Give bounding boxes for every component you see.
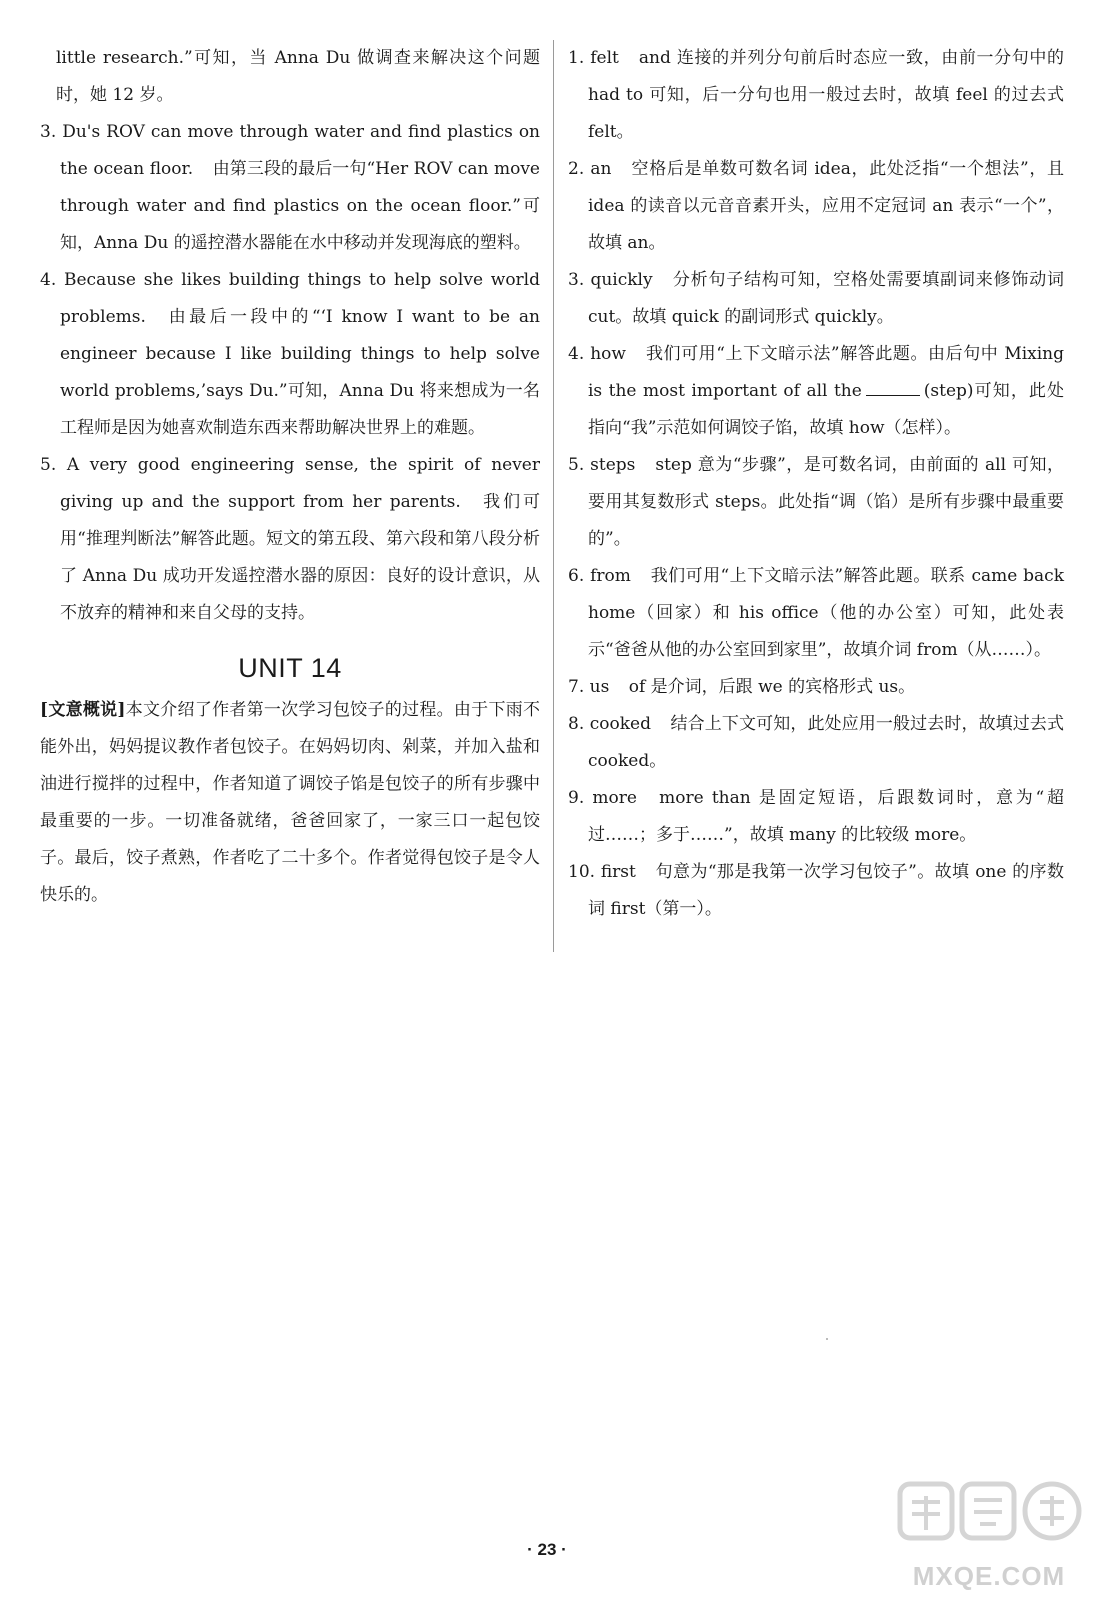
answer-item-1 [568, 40, 1064, 151]
item-number: 2. [568, 159, 585, 179]
item-answer: steps [590, 455, 636, 475]
answer-item-6 [568, 558, 1064, 669]
item-number: 3. [568, 270, 585, 290]
item-number: 1. [568, 48, 585, 68]
answer-item-9 [568, 780, 1064, 854]
answer-item-5 [568, 447, 1064, 558]
item-answer: cooked [589, 714, 652, 734]
item-number: 3. [40, 122, 57, 142]
item-explanation-before-blank: 我们可用“上下文暗示法”解答此题。由后句中 Mixing is the most important of all the [588, 344, 1065, 401]
item-explanation: and 连接的并列分句前后时态应一致，由前一分句中的 had to 可知，后一分句也用一般过去时，故填 feel 的过去式 felt。 [588, 48, 1064, 142]
answer-item-5 [40, 447, 540, 632]
answer-item-4 [40, 262, 540, 447]
item-number: 5. [568, 455, 585, 475]
item-answer: Du's ROV can move through water and find plastics on the ocean floor. [60, 122, 540, 179]
item-answer: felt [590, 48, 619, 68]
watermark-logo [894, 1478, 1084, 1594]
item-answer: Because she likes building things to help solve world problems. [60, 270, 541, 327]
item-answer: an [590, 159, 612, 179]
item-number: 6. [568, 566, 585, 586]
right-column [568, 40, 1064, 928]
item-answer: A very good engineering sense, the spirit of never giving up and the support from her parents. [60, 455, 540, 512]
item-number: 9. [568, 788, 585, 808]
watermark-text: MXQE.COM [912, 1561, 1066, 1591]
fill-blank-line [866, 394, 920, 396]
answer-item-3 [568, 262, 1064, 336]
item-answer: first [600, 862, 636, 882]
scan-speck [826, 1338, 828, 1340]
item-explanation: 我们可用“推理判断法”解答此题。短文的第五段、第六段和第八段分析了 Anna Du 成功开发遥控潜水器的原因：良好的设计意识，从不放弃的精神和来自父母的支持。 [60, 492, 541, 623]
item-explanation: 分析句子结构可知，空格处需要填副词来修饰动词 cut。故填 quick 的副词形式 quickly。 [588, 270, 1065, 327]
item-number: 4. [40, 270, 57, 290]
item-explanation: more than 是固定短语，后跟数词时，意为“超过……；多于……”，故填 many 的比较级 more。 [588, 788, 1065, 845]
item-explanation: 结合上下文可知，此处应用一般过去时，故填过去式 cooked。 [588, 714, 1065, 771]
item-explanation: 由第三段的最后一句“Her ROV can move through water and find plastics on the ocean floor.”可知，Anna Du 的遥控潜水器能在水中移动并发现海底的塑料。 [60, 159, 540, 253]
item-explanation: step 意为“步骤”，是可数名词，由前面的 all 可知，要用其复数形式 steps。此处指“调（馅）是所有步骤中最重要的”。 [588, 455, 1065, 549]
summary-tag: [文意概说] [40, 700, 126, 720]
item-explanation: 句意为“那是我第一次学习包饺子”。故填 one 的序数词 first（第一）。 [588, 862, 1065, 919]
item-answer: quickly [590, 270, 653, 290]
watermark-seal-icon [894, 1478, 1084, 1564]
item-answer: more [592, 788, 637, 808]
answer-item-3 [40, 114, 540, 262]
left-column [40, 40, 540, 914]
item-answer: how [590, 344, 626, 364]
item-number: 8. [568, 714, 585, 734]
answer-item-7 [568, 669, 1064, 706]
item-explanation: of 是介词，后跟 we 的宾格形式 us。 [628, 677, 916, 697]
answer-item-10 [568, 854, 1064, 928]
item-number: 4. [568, 344, 585, 364]
item-explanation: 我们可用“上下文暗示法”解答此题。联系 came back home（回家）和 his office（他的办公室）可知，此处表示“爸爸从他的办公室回到家里”，故填介词 from（从……）。 [588, 566, 1065, 660]
item-number: 10. [568, 862, 596, 882]
answer-item-4 [568, 336, 1064, 447]
item-explanation: 空格后是单数可数名词 idea，此处泛指“一个想法”，且 idea 的读音以元音音素开头，应用不定冠词 an 表示“一个”，故填 an。 [588, 159, 1065, 253]
unit-title: UNIT 14 [238, 653, 342, 683]
summary-text: 本文介绍了作者第一次学习包饺子的过程。由于下雨不能外出，妈妈提议教作者包饺子。在妈妈切肉、剁菜，并加入盐和油进行搅拌的过程中，作者知道了调饺子馅是包饺子的所有步骤中最重要的一步。一切准备就绪，爸爸回家了，一家三口一起包饺子。最后，饺子煮熟，作者吃了二十多个。作者觉得包饺子是令人快乐的。 [40, 700, 540, 905]
answer-item-2 [568, 151, 1064, 262]
item-number: 5. [40, 455, 57, 475]
item-explanation-after-blank: (step)可知，此处指向“我”示范如何调饺子馅，故填 how（怎样）。 [588, 381, 1065, 438]
intro-continuation: little research.”可知，当 Anna Du 做调查来解决这个问题时，她 12 岁。 [56, 48, 540, 105]
page-number: · 23 · [527, 1540, 567, 1559]
summary-paragraph [40, 692, 540, 914]
item-explanation: 由最后一段中的“‘I know I want to be an engineer because I like building things to help solve world problems,’says Du.”可知，Anna Du 将来想成为一名工程师是因为她喜欢制造东西来帮助解决世界上的难题。 [60, 307, 541, 438]
answer-item-8 [568, 706, 1064, 780]
item-answer: us [589, 677, 610, 697]
item-number: 7. [568, 677, 585, 697]
column-divider [553, 40, 554, 952]
item-answer: from [590, 566, 631, 586]
